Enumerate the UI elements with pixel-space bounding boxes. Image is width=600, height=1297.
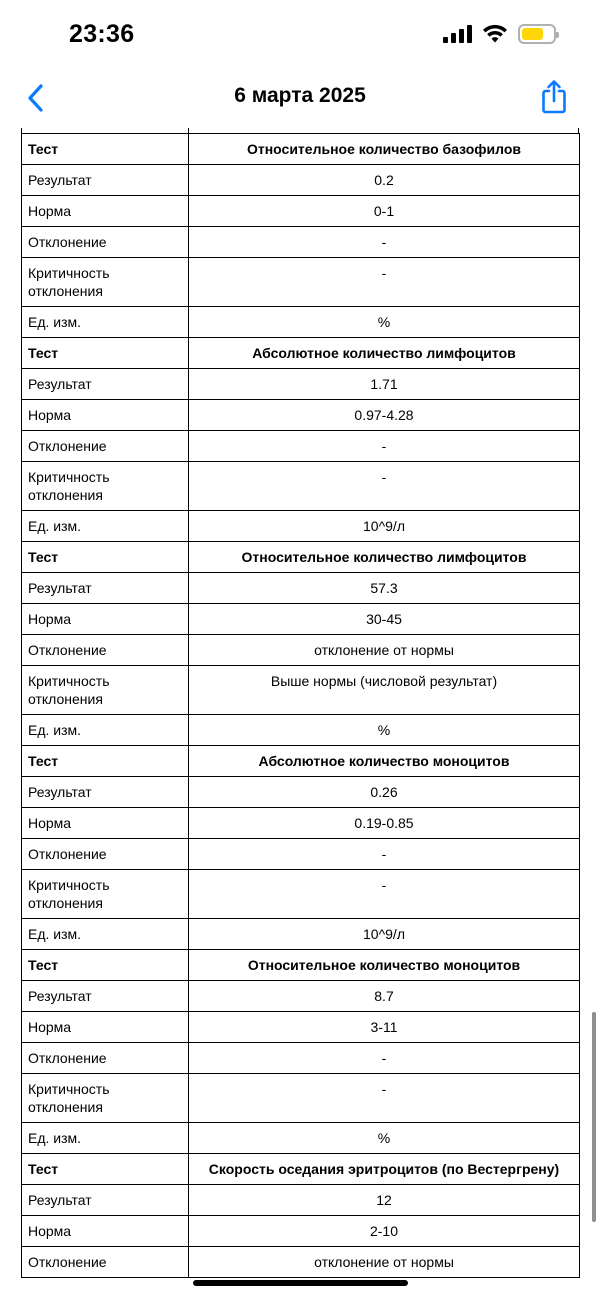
row-label: Тест (22, 542, 189, 573)
row-label: Тест (22, 134, 189, 165)
row-label: Норма (22, 400, 189, 431)
row-value: 1.71 (189, 369, 580, 400)
results-table (21, 133, 580, 1278)
row-value: - (189, 1074, 580, 1123)
row-value: 2-10 (189, 1216, 580, 1247)
row-value: - (189, 227, 580, 258)
table-row (22, 369, 580, 400)
battery-icon (518, 24, 556, 44)
row-label: Отклонение (22, 227, 189, 258)
row-label: Ед. изм. (22, 1123, 189, 1154)
row-label: Норма (22, 604, 189, 635)
row-value: 12 (189, 1185, 580, 1216)
table-row (22, 573, 580, 604)
row-label: Результат (22, 573, 189, 604)
status-time: 23:36 (69, 20, 135, 48)
test-name: Абсолютное количество лимфоцитов (189, 338, 580, 369)
row-value: - (189, 870, 580, 919)
test-name: Относительное количество моноцитов (189, 950, 580, 981)
row-label: Ед. изм. (22, 307, 189, 338)
table-row (22, 400, 580, 431)
row-label: Отклонение (22, 1247, 189, 1278)
table-row (22, 666, 580, 715)
table-row (22, 258, 580, 307)
row-value: Выше нормы (числовой результат) (189, 666, 580, 715)
table-row (22, 777, 580, 808)
row-label: Ед. изм. (22, 715, 189, 746)
table-row (22, 808, 580, 839)
table-row (22, 604, 580, 635)
table-row (22, 981, 580, 1012)
row-value: 0.97-4.28 (189, 400, 580, 431)
results-scroll-area[interactable] (0, 128, 600, 1270)
row-label: Результат (22, 777, 189, 808)
row-label: Критичность отклонения (22, 1074, 189, 1123)
status-bar (0, 0, 600, 70)
table-row (22, 307, 580, 338)
row-label: Норма (22, 808, 189, 839)
row-label: Отклонение (22, 431, 189, 462)
results-table-body (22, 134, 580, 1278)
share-icon (538, 76, 570, 116)
status-icons (443, 24, 556, 44)
test-name: Скорость оседания эритроцитов (по Вестергрену) (189, 1154, 580, 1185)
row-value: 0.26 (189, 777, 580, 808)
table-row (22, 511, 580, 542)
wifi-icon (482, 24, 508, 44)
row-label: Отклонение (22, 839, 189, 870)
test-header-row (22, 1154, 580, 1185)
row-value: - (189, 1043, 580, 1074)
row-label: Отклонение (22, 1043, 189, 1074)
scroll-indicator[interactable] (592, 1012, 596, 1222)
test-header-row (22, 134, 580, 165)
row-label: Критичность отклонения (22, 666, 189, 715)
table-row (22, 1123, 580, 1154)
row-value: 10^9/л (189, 919, 580, 950)
table-row (22, 715, 580, 746)
row-label: Критичность отклонения (22, 462, 189, 511)
row-value: - (189, 258, 580, 307)
test-name: Относительное количество лимфоцитов (189, 542, 580, 573)
row-label: Результат (22, 165, 189, 196)
row-label: Результат (22, 981, 189, 1012)
battery-fill (522, 28, 543, 40)
row-value: - (189, 839, 580, 870)
row-label: Тест (22, 338, 189, 369)
row-value: 0.2 (189, 165, 580, 196)
row-label: Тест (22, 1154, 189, 1185)
table-row (22, 227, 580, 258)
row-value: 30-45 (189, 604, 580, 635)
share-button[interactable] (538, 76, 570, 116)
home-indicator[interactable] (193, 1280, 408, 1286)
row-label: Критичность отклонения (22, 258, 189, 307)
row-label: Результат (22, 1185, 189, 1216)
table-row (22, 1012, 580, 1043)
table-row (22, 1247, 580, 1278)
row-label: Ед. изм. (22, 511, 189, 542)
row-label: Норма (22, 1012, 189, 1043)
nav-bar (0, 72, 600, 124)
test-header-row (22, 746, 580, 777)
row-value: 57.3 (189, 573, 580, 604)
test-name: Относительное количество базофилов (189, 134, 580, 165)
row-label: Норма (22, 196, 189, 227)
table-row (22, 1185, 580, 1216)
row-value: % (189, 715, 580, 746)
table-row (22, 431, 580, 462)
table-row (22, 196, 580, 227)
row-label: Результат (22, 369, 189, 400)
row-label: Ед. изм. (22, 919, 189, 950)
table-row (22, 1074, 580, 1123)
row-value: 8.7 (189, 981, 580, 1012)
table-row (22, 919, 580, 950)
table-row (22, 1216, 580, 1247)
table-row (22, 839, 580, 870)
row-value: 0.19-0.85 (189, 808, 580, 839)
test-header-row (22, 950, 580, 981)
row-label: Критичность отклонения (22, 870, 189, 919)
row-value: отклонение от нормы (189, 635, 580, 666)
row-value: 10^9/л (189, 511, 580, 542)
row-value: % (189, 307, 580, 338)
table-row (22, 462, 580, 511)
row-value: 0-1 (189, 196, 580, 227)
battery-tip (556, 32, 559, 38)
row-value: - (189, 431, 580, 462)
row-value: - (189, 462, 580, 511)
table-row (22, 1043, 580, 1074)
row-label: Норма (22, 1216, 189, 1247)
row-label: Тест (22, 950, 189, 981)
row-value: отклонение от нормы (189, 1247, 580, 1278)
test-header-row (22, 338, 580, 369)
row-value: % (189, 1123, 580, 1154)
page-title: 6 марта 2025 (234, 84, 366, 107)
row-value: 3-11 (189, 1012, 580, 1043)
test-header-row (22, 542, 580, 573)
table-row (22, 870, 580, 919)
table-row (22, 635, 580, 666)
row-label: Отклонение (22, 635, 189, 666)
signal-icon (443, 25, 472, 43)
test-name: Абсолютное количество моноцитов (189, 746, 580, 777)
table-row (22, 165, 580, 196)
row-label: Тест (22, 746, 189, 777)
